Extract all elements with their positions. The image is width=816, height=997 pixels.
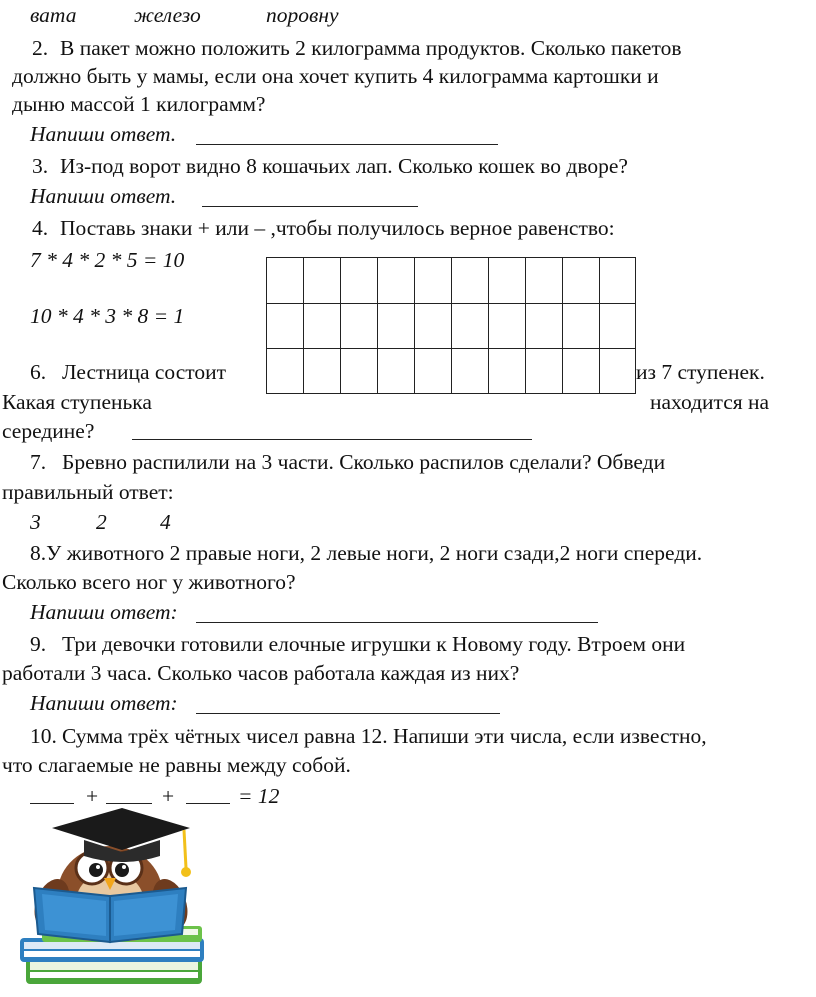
q9-number: 9.	[30, 632, 47, 656]
q10-equals-12: = 12	[238, 784, 280, 808]
q4-number: 4.	[32, 216, 49, 240]
q6-text-left-1: Лестница состоит	[62, 360, 227, 384]
grid-cell[interactable]	[414, 348, 451, 394]
grid-cell[interactable]	[562, 303, 599, 349]
q8-answer-label: Напиши ответ:	[30, 600, 178, 624]
q8-answer-line[interactable]	[196, 622, 598, 623]
word-iron: железо	[134, 3, 201, 27]
grid-cell[interactable]	[377, 348, 414, 394]
q10-plus-1: +	[86, 784, 99, 808]
q3-number: 3.	[32, 154, 49, 178]
q7-line2: правильный ответ:	[2, 480, 174, 504]
q7-number: 7.	[30, 450, 47, 474]
grid-cell[interactable]	[340, 303, 377, 349]
grid-cell[interactable]	[377, 303, 414, 349]
grid-cell[interactable]	[340, 257, 377, 303]
q3-text: Из-под ворот видно 8 кошачьих лап. Сколько кошек во дворе?	[60, 154, 628, 178]
grid-cell[interactable]	[562, 257, 599, 303]
grid-cell[interactable]	[266, 257, 303, 303]
grid-cell[interactable]	[562, 348, 599, 394]
grid-cell[interactable]	[266, 303, 303, 349]
q10-line2: что слагаемые не равны между собой.	[2, 753, 351, 777]
q6-answer-line[interactable]	[132, 439, 532, 440]
q4-equation-1: 7 * 4 * 2 * 5 = 10	[30, 248, 185, 272]
q3-answer-line[interactable]	[202, 206, 418, 207]
grid-cell[interactable]	[599, 257, 636, 303]
q2-line3: дыню массой 1 килограмм?	[12, 92, 266, 116]
q6-text-right-2: находится на	[650, 390, 770, 414]
grid-cell[interactable]	[340, 348, 377, 394]
word-equally: поровну	[266, 3, 339, 27]
grid-cell[interactable]	[303, 348, 340, 394]
q10-blank-3[interactable]	[186, 803, 230, 804]
q2-answer-line[interactable]	[196, 144, 498, 145]
grid-cell[interactable]	[525, 348, 562, 394]
q2-answer-label: Напиши ответ.	[30, 122, 177, 146]
grid-cell[interactable]	[451, 303, 488, 349]
q7-option-3[interactable]: 3	[30, 510, 41, 534]
q4-text: Поставь знаки + или – ,чтобы получилось верное равенство:	[60, 216, 615, 240]
q7-option-4[interactable]: 4	[160, 510, 171, 534]
q2-line2: должно быть у мамы, если она хочет купить 4 килограмма картошки и	[12, 64, 659, 88]
answer-grid[interactable]	[266, 257, 636, 394]
q2-number: 2.	[32, 36, 49, 60]
q10-plus-2: +	[162, 784, 175, 808]
q4-equation-2: 10 * 4 * 3 * 8 = 1	[30, 304, 185, 328]
q10-blank-2[interactable]	[106, 803, 152, 804]
open-book-icon	[34, 888, 186, 942]
q6-number: 6.	[30, 360, 47, 384]
q10-blank-1[interactable]	[30, 803, 74, 804]
q10-line1: Сумма трёх чётных чисел равна 12. Напиши эти числа, если известно,	[62, 724, 707, 748]
grid-cell[interactable]	[266, 348, 303, 394]
q2-line1: В пакет можно положить 2 килограмма продуктов. Сколько пакетов	[60, 36, 682, 60]
grid-row	[266, 348, 636, 394]
q10-number: 10.	[30, 724, 57, 748]
grid-row	[266, 303, 636, 349]
q8-line1: 8.У животного 2 правые ноги, 2 левые ноги, 2 ноги сзади,2 ноги спереди.	[30, 541, 703, 565]
q8-line2: Сколько всего ног у животного?	[2, 570, 296, 594]
q3-answer-label: Напиши ответ.	[30, 184, 177, 208]
grid-cell[interactable]	[488, 257, 525, 303]
q9-answer-line[interactable]	[196, 713, 500, 714]
grid-cell[interactable]	[451, 257, 488, 303]
grid-cell[interactable]	[303, 303, 340, 349]
grid-cell[interactable]	[414, 257, 451, 303]
q6-text-left-2: Какая ступенька	[2, 390, 152, 414]
grid-cell[interactable]	[599, 303, 636, 349]
owl-on-books-illustration	[12, 806, 227, 992]
grid-cell[interactable]	[488, 348, 525, 394]
q7-option-2[interactable]: 2	[96, 510, 107, 534]
q9-line1: Три девочки готовили елочные игрушки к Новому году. Втроем они	[62, 632, 686, 656]
grid-cell[interactable]	[303, 257, 340, 303]
grid-cell[interactable]	[599, 348, 636, 394]
q6-text-right-1: из 7 ступенек.	[636, 360, 765, 384]
grid-row	[266, 257, 636, 303]
q9-answer-label: Напиши ответ:	[30, 691, 178, 715]
q9-line2: работали 3 часа. Сколько часов работала каждая из них?	[2, 661, 520, 685]
grid-cell[interactable]	[451, 348, 488, 394]
grid-cell[interactable]	[525, 303, 562, 349]
word-cotton: вата	[30, 3, 77, 27]
q7-line1: Бревно распилили на 3 части. Сколько распилов сделали? Обведи	[62, 450, 666, 474]
grid-cell[interactable]	[414, 303, 451, 349]
q6-text-left-3: середине?	[2, 419, 95, 443]
grid-cell[interactable]	[377, 257, 414, 303]
grid-cell[interactable]	[488, 303, 525, 349]
grid-cell[interactable]	[525, 257, 562, 303]
